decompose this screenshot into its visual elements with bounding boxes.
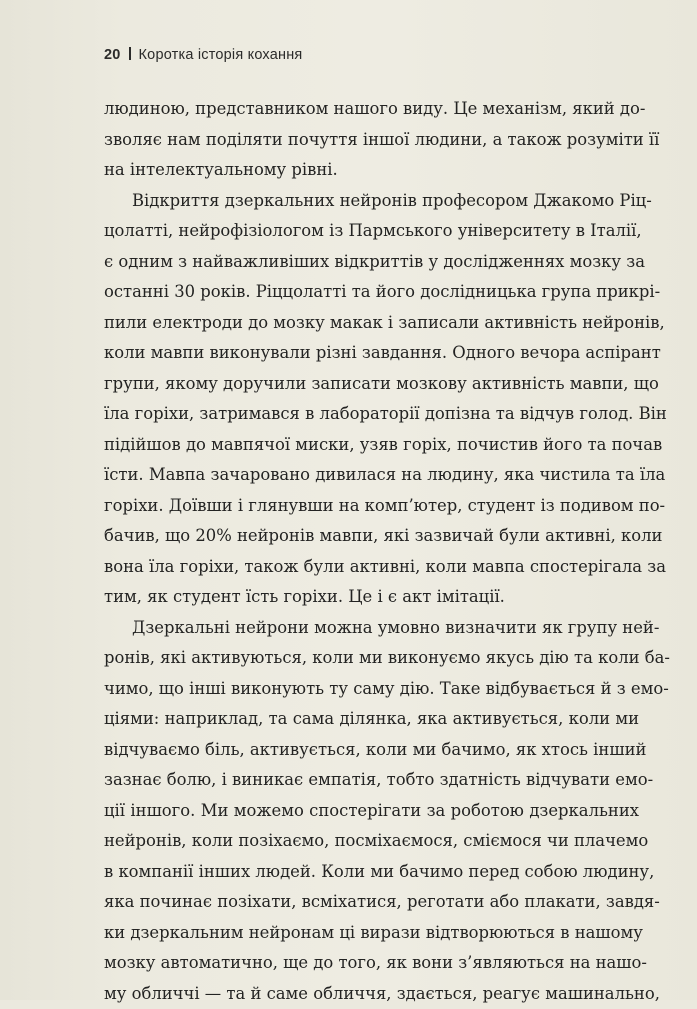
- text-line: на інтелектуальному рівні.: [104, 155, 639, 186]
- text-line: людиною, представником нашого виду. Це механізм, який до-: [104, 94, 639, 125]
- text-line: Дзеркальні нейрони можна умовно визначити як групу ней-: [104, 613, 639, 644]
- text-line: їсти. Мавпа зачаровано дивилася на людину, яка чистила та їла: [104, 460, 639, 491]
- text-line: зазнає болю, і виникає емпатія, тобто здатність відчувати емо-: [104, 765, 639, 796]
- text-line: цолатті, нейрофізіологом із Пармського університету в Італії,: [104, 216, 639, 247]
- running-head: [104, 47, 302, 63]
- text-line: вона їла горіхи, також були активні, коли мавпа спостерігала за: [104, 552, 639, 583]
- text-line: ки дзеркальним нейронам ці вирази відтворюються в нашому: [104, 918, 639, 949]
- text-line: підійшов до мавпячої миски, узяв горіх, почистив його та почав: [104, 430, 639, 461]
- chapter-title: Коротка історія кохання: [139, 47, 303, 63]
- text-line: ронів, які активуються, коли ми виконуємо якусь дію та коли ба-: [104, 643, 639, 674]
- page-number: 20: [104, 47, 121, 63]
- text-line: горіхи. Доївши і глянувши на комп’ютер, студент із подивом по-: [104, 491, 639, 522]
- text-line: яка починає позіхати, всміхатися, реготати або плакати, завдя-: [104, 887, 639, 918]
- text-line: ціями: наприклад, та сама ділянка, яка активується, коли ми: [104, 704, 639, 735]
- text-line: в компанії інших людей. Коли ми бачимо перед собою людину,: [104, 857, 639, 888]
- text-line: пили електроди до мозку макак і записали активність нейронів,: [104, 308, 639, 339]
- header-separator: [129, 47, 131, 60]
- text-line: групи, якому доручили записати мозкову активність мавпи, що: [104, 369, 639, 400]
- text-line: нейронів, коли позіхаємо, посміхаємося, сміємося чи плачемо: [104, 826, 639, 857]
- text-line: му обличчі — та й саме обличчя, здається, реагує машинально,: [104, 979, 639, 1009]
- text-line: Відкриття дзеркальних нейронів професором Джакомо Ріц-: [104, 186, 639, 217]
- text-line: бачив, що 20% нейронів мавпи, які зазвичай були активні, коли: [104, 521, 639, 552]
- text-line: відчуваємо біль, активується, коли ми бачимо, як хтось інший: [104, 735, 639, 766]
- text-line: зволяє нам поділяти почуття іншої людини, а також розуміти її: [104, 125, 639, 156]
- text-line: чимо, що інші виконують ту саму дію. Таке відбувається й з емо-: [104, 674, 639, 705]
- body-text: [104, 94, 639, 1009]
- text-line: є одним з найважливіших відкриттів у дослідженнях мозку за: [104, 247, 639, 278]
- text-line: ції іншого. Ми можемо спостерігати за роботою дзеркальних: [104, 796, 639, 827]
- text-line: їла горіхи, затримався в лабораторії допізна та відчув голод. Він: [104, 399, 639, 430]
- text-line: останні 30 років. Ріццолатті та його дослідницька група прикрі-: [104, 277, 639, 308]
- text-line: мозку автоматично, ще до того, як вони з’являються на нашо-: [104, 948, 639, 979]
- text-line: коли мавпи виконували різні завдання. Одного вечора аспірант: [104, 338, 639, 369]
- text-line: тим, як студент їсть горіхи. Це і є акт імітації.: [104, 582, 639, 613]
